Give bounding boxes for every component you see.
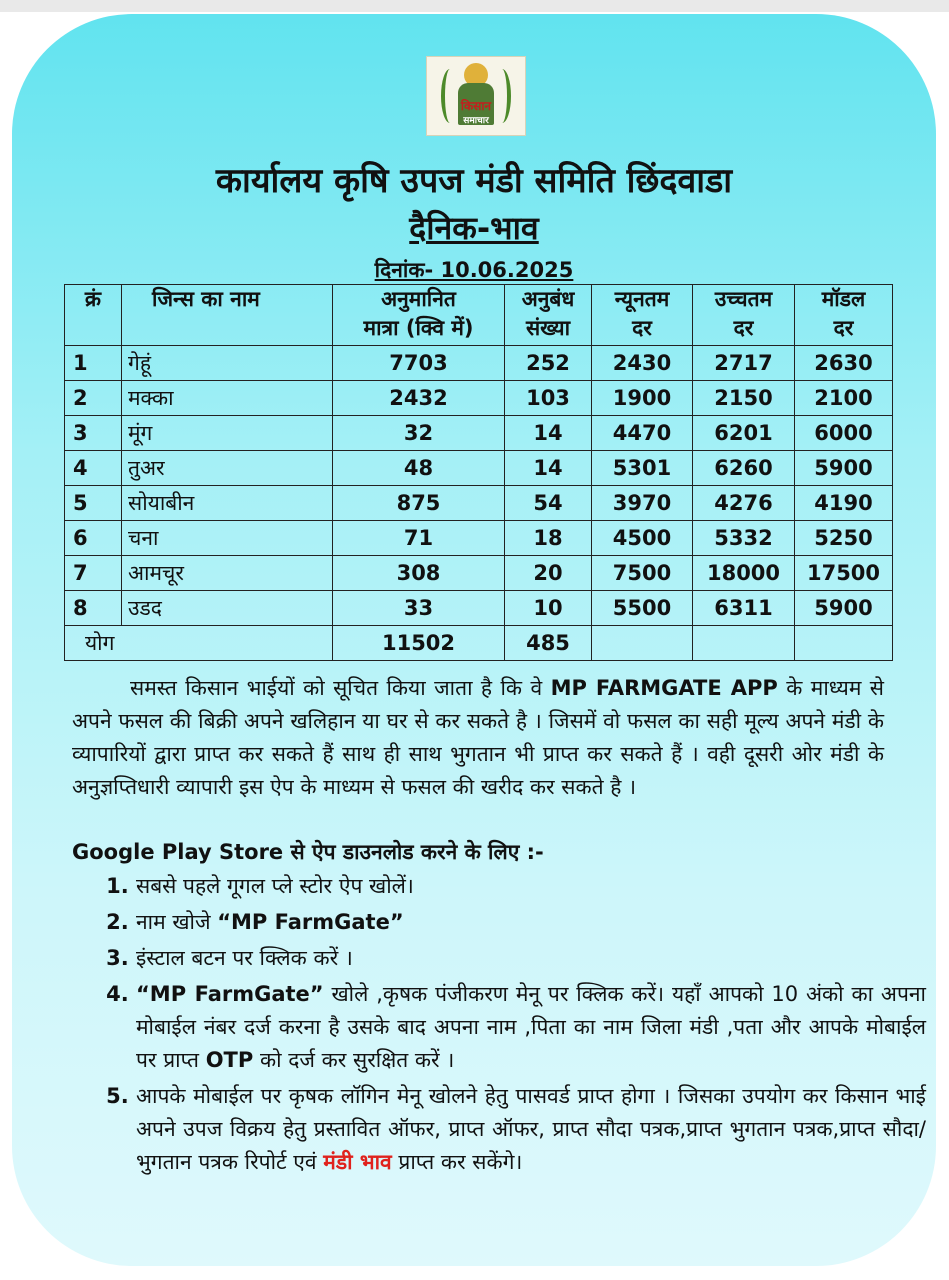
table-row	[65, 521, 893, 556]
contracts-cell: 20	[505, 556, 592, 591]
list-item: 5. आपके मोबाईल पर कृषक लॉगिन मेनू खोलने हेतु पासवर्ड प्राप्त होगा । जिसका उपयोग कर किसान भाई अपने उपज विक्रय हेतु प्रस्तावित ऑफर, प्राप्त ऑफर, प्राप्त सौदा पत्रक,प्राप्त भुगतान पत्रक,प्राप्त सौदा/भुगतान पत्रक रिपोर्ट एवं मंडी भाव प्राप्त कर सकेंगे।	[136, 1080, 926, 1179]
serial-cell: 6	[65, 521, 122, 556]
table-row	[65, 591, 893, 626]
table-row	[65, 381, 893, 416]
modal-rate-cell: 2100	[795, 381, 893, 416]
table-row	[65, 451, 893, 486]
contracts-cell: 14	[505, 451, 592, 486]
col-header-commodity: जिन्स का नाम	[122, 285, 333, 346]
serial-cell: 2	[65, 381, 122, 416]
app-name: MP FARMGATE APP	[550, 676, 778, 700]
table-row	[65, 416, 893, 451]
max-rate-cell: 6201	[693, 416, 795, 451]
max-rate-cell: 2150	[693, 381, 795, 416]
max-rate-cell: 5332	[693, 521, 795, 556]
serial-cell: 3	[65, 416, 122, 451]
max-rate-cell: 18000	[693, 556, 795, 591]
total-quantity: 11502	[333, 626, 505, 661]
page-title: कार्यालय कृषि उपज मंडी समिति छिंदवाडा	[215, 161, 733, 201]
commodity-cell: मक्का	[122, 381, 333, 416]
list-item: 4. “MP FarmGate” खोले ,कृषक पंजीकरण मेनू पर क्लिक करें। यहाँ आपको 10 अंको का अपना मोबाईल नंबर दर्ज करना है उसके बाद अपना नाम ,पिता का नाम जिला मंडी ,पता और आपके मोबाईल पर प्राप्त OTP को दर्ज कर सुरक्षित करें ।	[136, 978, 926, 1077]
min-rate-cell: 3970	[592, 486, 693, 521]
quantity-cell: 2432	[333, 381, 505, 416]
col-header-modal-rate: मॉडल दर	[795, 285, 893, 346]
table-row	[65, 486, 893, 521]
page-subtitle: दैनिक-भाव	[409, 209, 539, 247]
report-date: दिनांक- 10.06.2025	[374, 258, 574, 282]
logo-text-line2: समाचार	[463, 116, 489, 126]
contracts-cell: 54	[505, 486, 592, 521]
min-rate-cell: 2430	[592, 346, 693, 381]
serial-cell: 8	[65, 591, 122, 626]
quantity-cell: 33	[333, 591, 505, 626]
table-row	[65, 346, 893, 381]
download-heading: Google Play Store से ऐप डाउनलोड करने के लिए :-	[72, 840, 544, 864]
commodity-cell: सोयाबीन	[122, 486, 333, 521]
col-header-contracts: अनुबंध संख्या	[505, 285, 592, 346]
modal-rate-cell: 4190	[795, 486, 893, 521]
logo-text-line1: किसान	[460, 99, 492, 113]
quantity-cell: 308	[333, 556, 505, 591]
modal-rate-cell: 5900	[795, 451, 893, 486]
total-label: योग	[65, 626, 333, 661]
contracts-cell: 10	[505, 591, 592, 626]
serial-cell: 1	[65, 346, 122, 381]
modal-rate-cell: 2630	[795, 346, 893, 381]
commodity-cell: गेहूं	[122, 346, 333, 381]
commodity-cell: उडद	[122, 591, 333, 626]
commodity-cell: मूंग	[122, 416, 333, 451]
min-rate-cell: 4500	[592, 521, 693, 556]
contracts-cell: 14	[505, 416, 592, 451]
top-strip	[0, 0, 949, 12]
rates-table	[64, 284, 893, 661]
total-count: 485	[505, 626, 592, 661]
quantity-cell: 32	[333, 416, 505, 451]
quantity-cell: 48	[333, 451, 505, 486]
quantity-cell: 7703	[333, 346, 505, 381]
commodity-cell: चना	[122, 521, 333, 556]
max-rate-cell: 2717	[693, 346, 795, 381]
list-item: 2. नाम खोजे “MP FarmGate”	[136, 906, 926, 939]
max-rate-cell: 4276	[693, 486, 795, 521]
col-header-min-rate: न्यूनतम दर	[592, 285, 693, 346]
notice-card	[12, 14, 936, 1266]
quantity-cell: 71	[333, 521, 505, 556]
serial-cell: 5	[65, 486, 122, 521]
quantity-cell: 875	[333, 486, 505, 521]
min-rate-cell: 4470	[592, 416, 693, 451]
max-rate-cell: 6260	[693, 451, 795, 486]
min-rate-cell: 1900	[592, 381, 693, 416]
col-header-max-rate: उच्चतम दर	[693, 285, 795, 346]
modal-rate-cell: 17500	[795, 556, 893, 591]
serial-cell: 7	[65, 556, 122, 591]
commodity-cell: तुअर	[122, 451, 333, 486]
table-cell	[795, 626, 893, 661]
col-header-serial: क्रं	[65, 285, 122, 346]
min-rate-cell: 5301	[592, 451, 693, 486]
list-item: 1. सबसे पहले गूगल प्ले स्टोर ऐप खोलें।	[136, 870, 926, 903]
table-header-row	[65, 285, 893, 346]
download-steps-list	[102, 870, 926, 1182]
notice-paragraph: समस्त किसान भाईयों को सूचित किया जाता है कि वे MP FARMGATE APP के माध्यम से अपने फसल की बिक्री अपने खलिहान या घर से कर सकते है । जिसमें वो फसल का सही मूल्य अपने मंडी के व्यापारियों द्वारा प्राप्त कर सकते हैं साथ ही साथ भुगतान भी प्राप्त कर सकते हैं । वही दूसरी ओर मंडी के अनुज्ञप्तिधारी व्यापारी इस ऐप के माध्यम से फसल की खरीद कर सकते है ।	[72, 676, 885, 799]
commodity-cell: आमचूर	[122, 556, 333, 591]
max-rate-cell: 6311	[693, 591, 795, 626]
contracts-cell: 252	[505, 346, 592, 381]
modal-rate-cell: 5900	[795, 591, 893, 626]
serial-cell: 4	[65, 451, 122, 486]
modal-rate-cell: 5250	[795, 521, 893, 556]
contracts-cell: 18	[505, 521, 592, 556]
list-item: 3. इंस्टाल बटन पर क्लिक करें ।	[136, 942, 926, 975]
col-header-quantity: अनुमानित मात्रा (क्वि में)	[333, 285, 505, 346]
table-total-row	[65, 626, 893, 661]
table-cell	[693, 626, 795, 661]
table-cell	[592, 626, 693, 661]
kisan-samachar-logo	[426, 56, 526, 136]
table-row	[65, 556, 893, 591]
min-rate-cell: 5500	[592, 591, 693, 626]
modal-rate-cell: 6000	[795, 416, 893, 451]
min-rate-cell: 7500	[592, 556, 693, 591]
contracts-cell: 103	[505, 381, 592, 416]
